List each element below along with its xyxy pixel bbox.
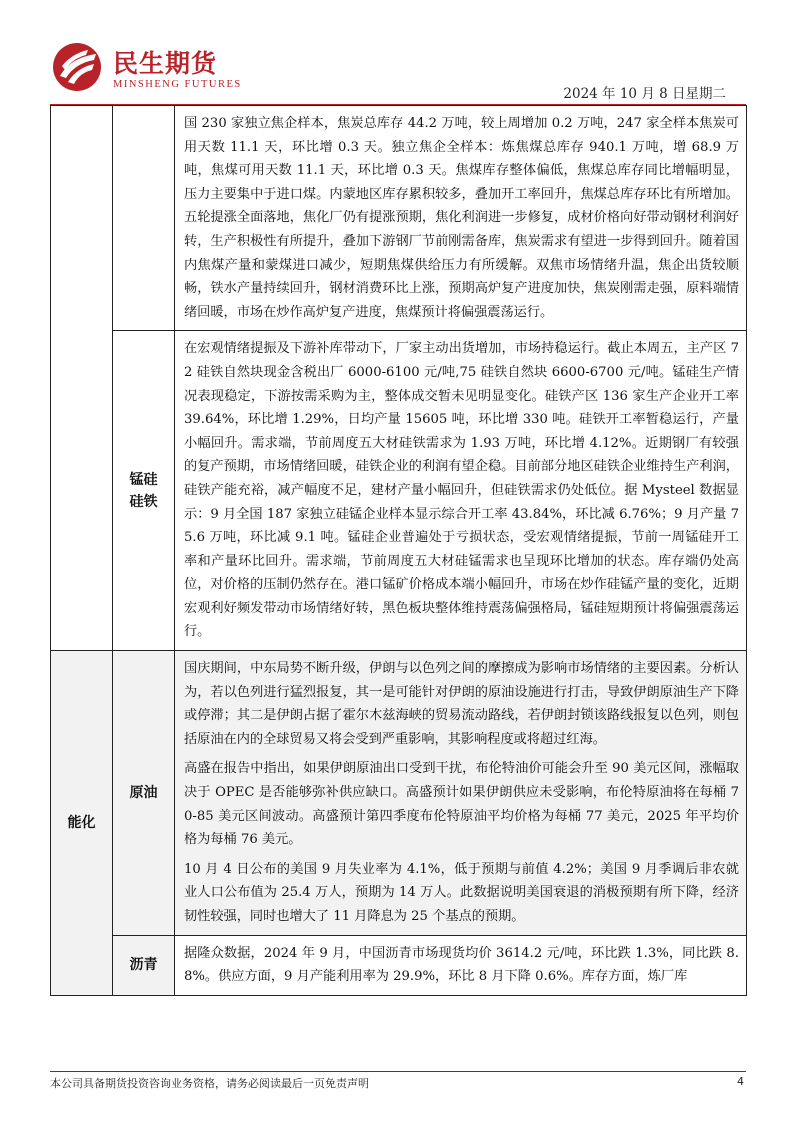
category-label: 能化	[67, 814, 96, 831]
page-header	[0, 0, 794, 106]
analysis-paragraph: 在宏观情绪提振及下游补库带动下，厂家主动出货增加，市场持稳运行。截止本周五，主产区 72 硅铁自然块现金含税出厂 6000-6100 元/吨,75 硅铁自然块 6600-6700 元/吨。锰硅生产情况表现稳定，下游按需采购为主，整体成交暂未见明显变化。硅铁产区 136 家生产企业开工率 39.64%，环比增 1.29%，日均产量 15605 吨，环比增 330 吨。硅铁开工率暂稳运行，产量小幅回升。需求端，节前周度五大材硅铁需求为 1.93 万吨，环比增 4.12%。近期钢厂有较强的复产预期，市场情绪回暖，硅铁企业的利润有望企稳。目前部分地区硅铁企业维持生产利润，硅铁产能充裕，减产幅度不足，建材产量小幅回升，但硅铁需求仍处低位。据 Mysteel 数据显示：9 月全国 187 家独立硅锰企业样本显示综合开工率 43.84%，环比减 6.76%；9 月产量 75.6 万吨，环比减 9.1 吨。锰硅企业普遍处于亏损状态，受宏观情绪提振，节前一周锰硅开工率和产量环比回升。需求端，节前周度五大材硅锰需求也呈现环比增加的状态。库存端仍处高位，对价格的压制仍然存在。港口锰矿价格成本端小幅回升，市场在炒作硅锰产量的变化，近期宏观利好频发带动市场情绪好转，黑色板块整体维持震荡偏强格局，锰硅短期预计将偏强震荡运行。	[184, 341, 739, 640]
subcategory-label: 沥青	[129, 957, 158, 974]
table-row	[51, 651, 747, 936]
brand-name-en: MINSHENG FUTURES	[113, 79, 242, 90]
analysis-paragraph: 据隆众数据，2024 年 9 月，中国沥青市场现货均价 3614.2 元/吨，环比跌 1.3%，同比跌 8.8%。供应方面，9 月产能利用率为 29.9%，环比 8 月下降 0.6%。库存方面，炼厂库	[184, 945, 739, 985]
subcategory-cell	[113, 651, 175, 936]
category-cell-black	[51, 106, 113, 651]
analysis-paragraph: 10 月 4 日公布的美国 9 月失业率为 4.1%，低于预期与前值 4.2%；美国 9 月季调后非农就业人口公布值为 25.4 万人，预期为 14 万人。此数据说明美国衰退的消极预期有所下降，经济韧性较强，同时也增大了 11 月降息为 25 个基点的预期。	[184, 861, 739, 924]
analysis-paragraph: 高盛在报告中指出，如果伊朗原油出口受到干扰，布伦特油价可能会升至 90 美元区间，涨幅取决于 OPEC 是否能够弥补供应缺口。高盛预计如果伊朗供应未受影响，布伦特原油将在每桶 70-85 美元区间波动。高盛预计第四季度布伦特原油平均价格为每桶 77 美元，2025 年平均价格为每桶 76 美元。	[184, 761, 739, 848]
analysis-paragraph: 国庆期间，中东局势不断升级，伊朗与以色列之间的摩擦成为影响市场情绪的主要因素。分析认为，若以色列进行猛烈报复，其一是可能针对伊朗的原油设施进行打击，导致伊朗原油生产下降或停滞；其二是伊朗占据了霍尔木兹海峡的贸易流动路线，若伊朗封锁该路线报复以色列，则包括原油在内的全球贸易又将会受到严重影响，其影响程度或将超过红海。	[184, 661, 739, 747]
report-date: 2024 年 10 月 8 日星期二	[563, 86, 726, 102]
analysis-cell	[175, 331, 747, 651]
analysis-cell	[175, 651, 747, 936]
subcategory-cell	[113, 106, 175, 331]
analysis-paragraph: 国 230 家独立焦企样本，焦炭总库存 44.2 万吨，较上周增加 0.2 万吨，247 家全样本焦炭可用天数 11.1 天，环比增 0.3 天。独立焦企全样本：炼焦煤总库存 940.1 万吨，增 68.9 万吨，焦煤可用天数 11.1 天，环比增 0.3 天。焦煤库存整体偏低，焦煤总库存同比增幅明显，压力主要集中于进口煤。内蒙地区库存累积较多，叠加开工率回升，焦煤总库存环比有所增加。五轮提涨全面落地，焦化厂仍有提涨预期，焦化利润进一步修复，成材价格向好带动钢材利润好转，生产积极性有所提升，叠加下游钢厂节前刚需备库，焦炭需求有望进一步得到回升。随着国内焦煤产量和蒙煤进口减少，短期焦煤供给压力有所缓解。双焦市场情绪升温，焦企出货较顺畅，铁水产量持续回升，钢材消费环比上涨，预期高炉复产进度加快，焦炭刚需走强，原料端情绪回暖，市场在炒作高炉复产进度，焦煤预计将偏强震荡运行。	[184, 116, 739, 320]
subcategory-cell	[113, 331, 175, 651]
analysis-cell	[175, 106, 747, 331]
subcategory-label-mnsi-fesi	[114, 469, 173, 513]
category-cell-energy-chem	[51, 651, 113, 996]
subcategory-label: 锰硅硅铁	[129, 471, 158, 510]
subcategory-cell	[113, 935, 175, 995]
minsheng-logo-icon	[52, 42, 102, 92]
footer-disclaimer: 本公司具备期货投资咨询业务资格，请务必阅读最后一页免责声明	[50, 1077, 369, 1090]
table-row	[51, 935, 747, 995]
brand-name-cn: 民生期货	[113, 49, 218, 78]
commodity-analysis-table	[50, 105, 746, 996]
table-row	[51, 106, 747, 331]
footer-divider	[50, 1071, 746, 1072]
page-number: 4	[737, 1075, 744, 1088]
table-row	[51, 331, 747, 651]
analysis-cell	[175, 935, 747, 995]
subcategory-label: 原油	[129, 784, 158, 801]
